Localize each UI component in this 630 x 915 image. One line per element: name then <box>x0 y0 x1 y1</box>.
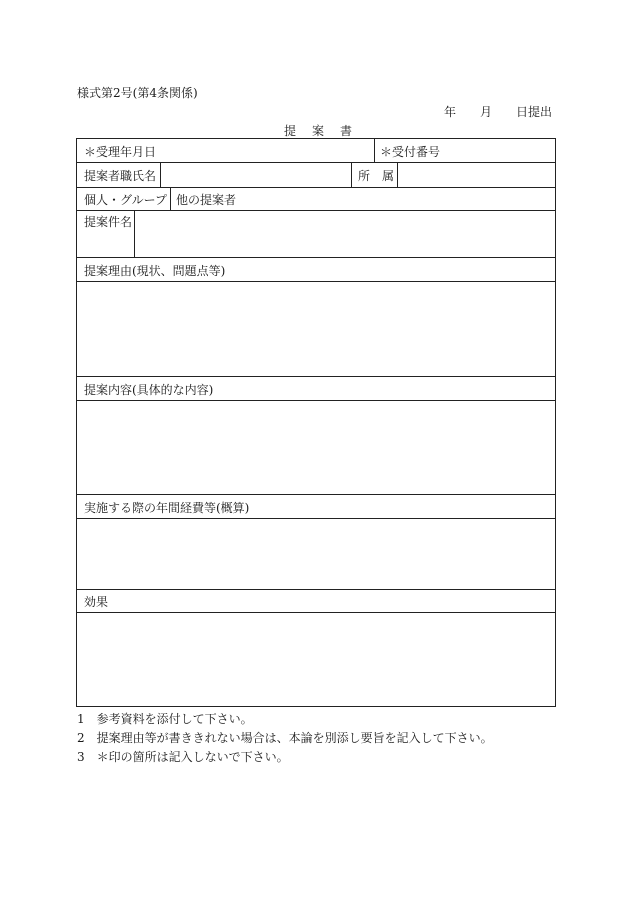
affiliation-field[interactable] <box>398 163 555 187</box>
row-divider <box>77 187 555 188</box>
proposal-content-field[interactable] <box>77 401 555 494</box>
other-proposers-label: 他の提案者 <box>176 193 237 207</box>
proposer-name-label: 提案者職氏名 <box>84 169 157 183</box>
divider <box>351 163 352 188</box>
note-item: 3 ＊印の箇所は記入しないで下さい。 <box>77 750 289 764</box>
annual-cost-label: 実施する際の年間経費等(概算) <box>84 501 250 515</box>
proposal-subject-field[interactable] <box>135 211 555 257</box>
receipt-date-label: ＊受理年月日 <box>84 145 157 159</box>
affiliation-label: 所 属 <box>358 169 395 183</box>
proposal-reason-field[interactable] <box>77 282 555 376</box>
proposal-form-table <box>76 138 556 707</box>
note-item: 1 参考資料を添付して下さい。 <box>77 712 253 726</box>
proposer-name-field[interactable] <box>161 163 351 187</box>
proposal-reason-label: 提案理由(現状、問題点等) <box>84 264 226 278</box>
individual-group-label: 個人・グループ <box>84 193 168 207</box>
annual-cost-field[interactable] <box>77 519 555 589</box>
document-title: 提 案 書 <box>284 124 355 138</box>
row-divider <box>77 589 555 590</box>
form-number: 様式第2号(第4条関係) <box>77 86 198 100</box>
row-divider <box>77 494 555 495</box>
proposal-subject-label: 提案件名 <box>84 215 133 229</box>
submit-date: 年 月 日提出 <box>444 105 553 119</box>
row-divider <box>77 376 555 377</box>
effect-field[interactable] <box>77 613 555 706</box>
row-divider <box>77 257 555 258</box>
effect-label: 効果 <box>84 595 109 609</box>
proposal-content-label: 提案内容(具体的な内容) <box>84 383 214 397</box>
receipt-number-label: ＊受付番号 <box>380 145 441 159</box>
note-item: 2 提案理由等が書ききれない場合は、本論を別添し要旨を記入して下さい。 <box>77 731 493 745</box>
